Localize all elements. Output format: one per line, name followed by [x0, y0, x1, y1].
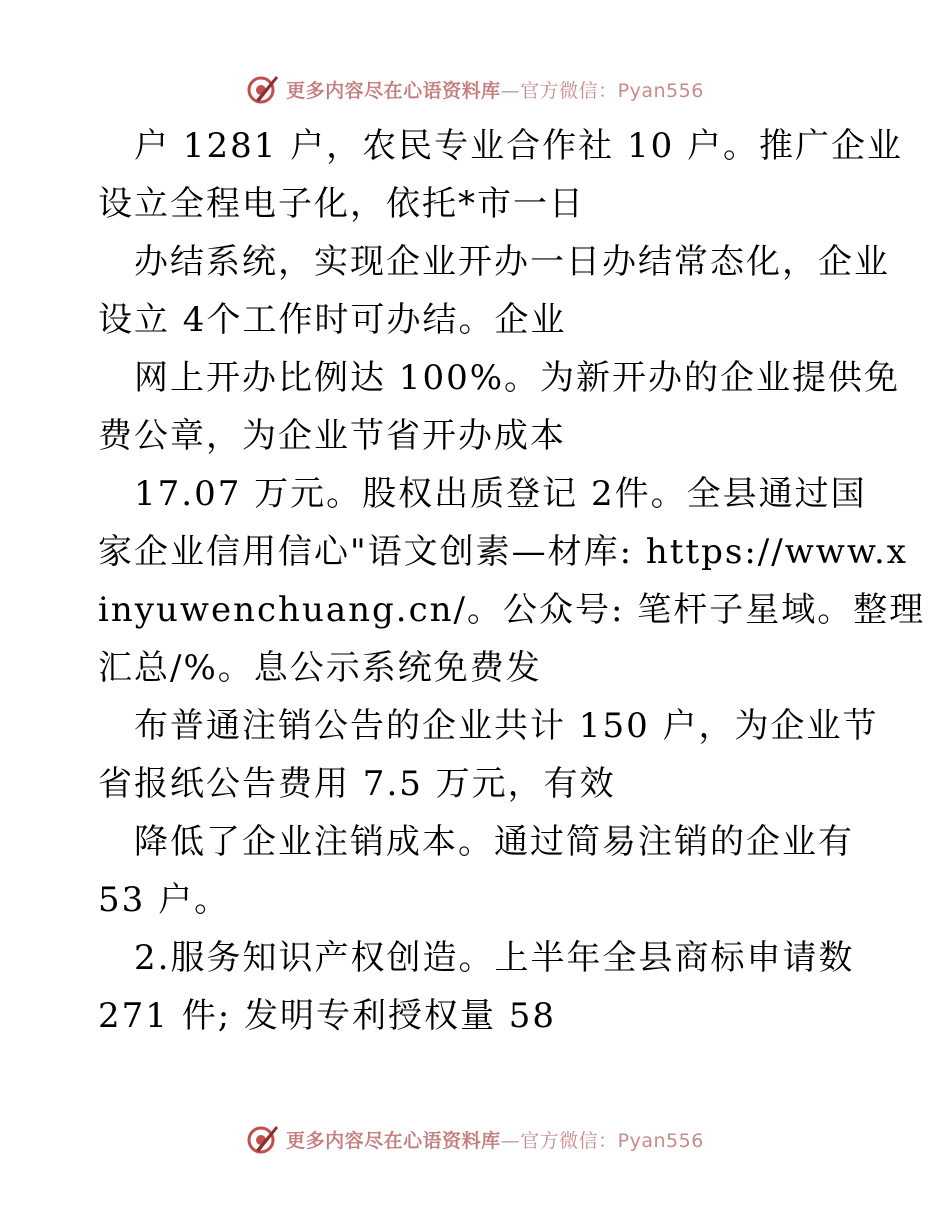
quill-logo-icon: [246, 72, 280, 106]
body-line: 降低了企业注销成本。通过简易注销的企业有: [134, 822, 854, 862]
footer-separator: —: [500, 1129, 521, 1152]
header-banner: [0, 72, 950, 106]
body-line: 53 户。: [98, 880, 231, 920]
body-line: 家企业信用信心"语文创素—材库: https://www.x: [98, 532, 908, 572]
header-wechat: 官方微信：Pyan556: [520, 79, 704, 102]
footer-wechat: 官方微信：Pyan556: [520, 1129, 704, 1152]
footer-brand: 更多内容尽在心语资料库: [286, 1129, 501, 1152]
body-line: 省报纸公告费用 7.5 万元，有效: [98, 764, 616, 804]
header-text: [286, 76, 704, 103]
body-line: 户 1281 户，农民专业合作社 10 户。推广企业: [134, 126, 904, 166]
body-line: 设立 4个工作时可办结。企业: [98, 300, 567, 340]
header-brand: 更多内容尽在心语资料库: [286, 79, 501, 102]
body-line: 布普通注销公告的企业共计 150 户，为企业节: [134, 706, 879, 746]
body-line: inyuwenchuang.cn/。公众号: 笔杆子星域。整理: [98, 590, 926, 630]
body-line: 网上开办比例达 100%。为新开办的企业提供免: [134, 358, 901, 398]
body-line: 2.服务知识产权创造。上半年全县商标申请数: [134, 938, 855, 978]
document-body: [98, 117, 926, 1045]
body-line: 设立全程电子化，依托*市一日: [98, 184, 585, 224]
footer-banner: [0, 1122, 950, 1156]
body-line: 汇总/%。息公示系统免费发: [98, 648, 542, 688]
body-line: 办结系统，实现企业开办一日办结常态化，企业: [134, 242, 890, 282]
body-line: 17.07 万元。股权出质登记 2件。全县通过国: [134, 474, 867, 514]
quill-logo-icon: [246, 1122, 280, 1156]
body-line: 费公章，为企业节省开办成本: [98, 416, 566, 456]
header-separator: —: [500, 79, 521, 102]
footer-text: [286, 1126, 704, 1153]
body-line: 271 件; 发明专利授权量 58: [98, 996, 557, 1036]
